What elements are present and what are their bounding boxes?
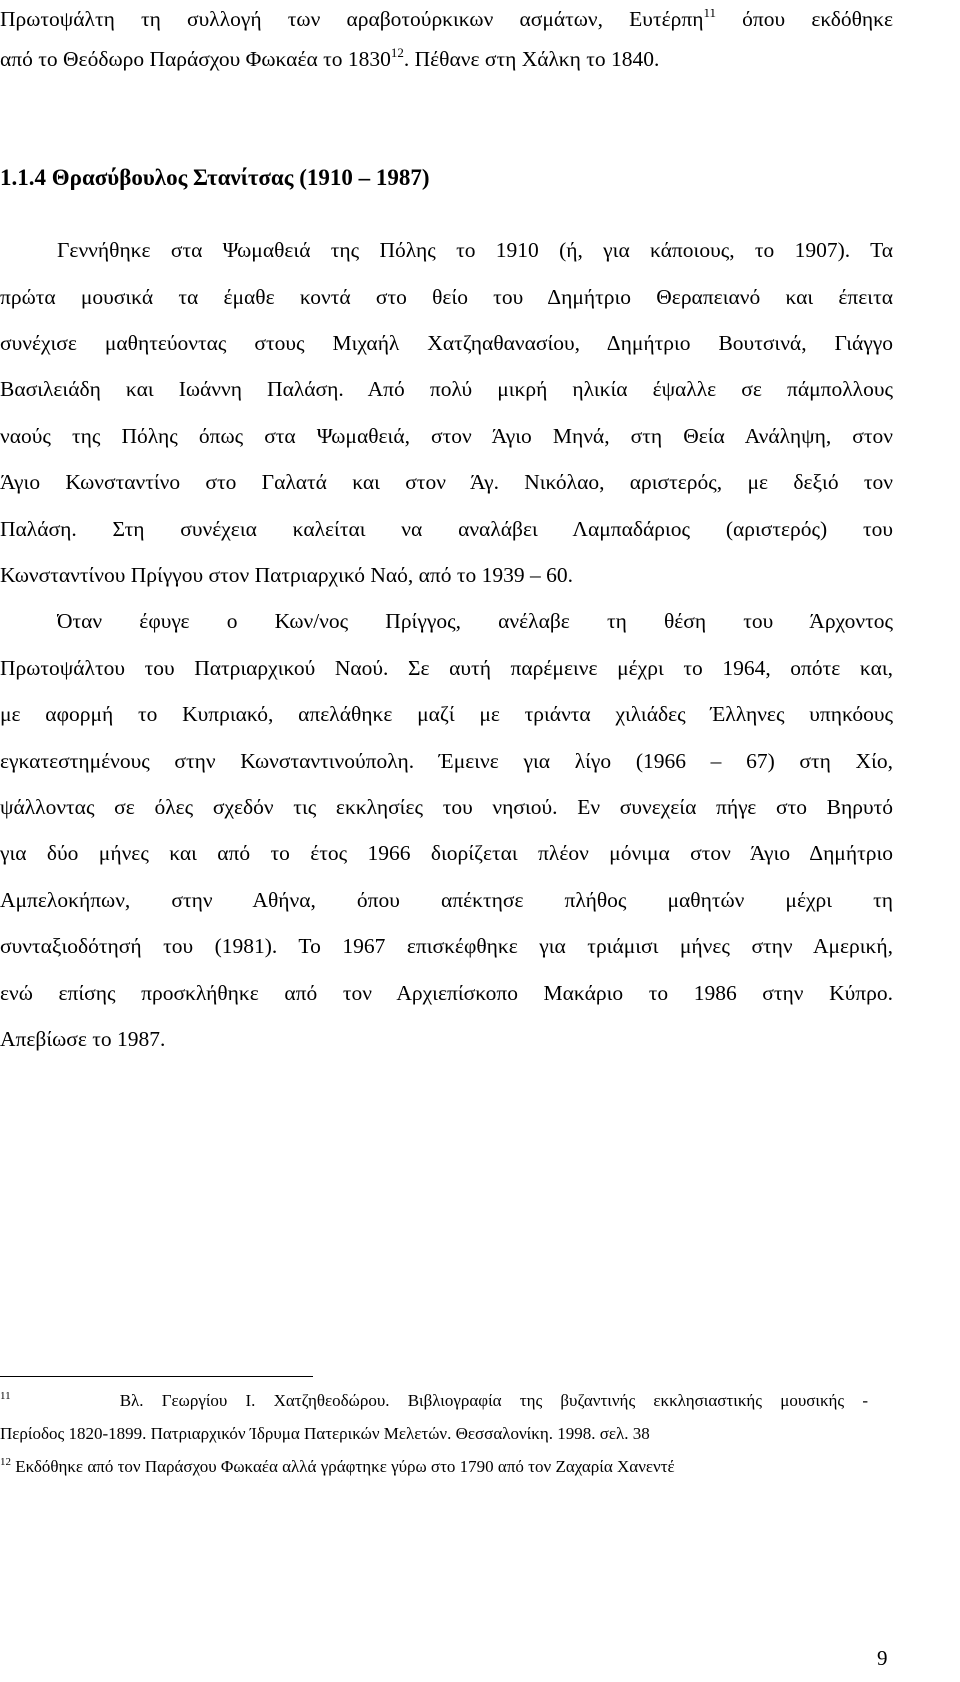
footnote-ref-12[interactable]: 12 — [390, 45, 404, 60]
intro-line-2 — [0, 45, 893, 71]
footnote-separator — [0, 1376, 313, 1377]
footnote-11-text: Βλ. Γεωργίου Ι. Χατζηθεοδώρου. Βιβλιογραφία της βυζαντινής εκκλησιαστικής μουσικής - — [119, 1392, 868, 1410]
footnote-11-number: 11 — [0, 1392, 11, 1402]
intro-line-1 — [0, 9, 893, 33]
footnote-12-text: Εκδόθηκε από τον Παράσχου Φωκαέα αλλά γράφτηκε γύρω στο 1790 από τον Ζαχαρία Χανεντέ — [11, 1457, 675, 1476]
body-line: Απεβίωσε το 1987. — [0, 1027, 166, 1051]
body-line: Άγιο Κωνσταντίνο στο Γαλατά και στον Άγ. Νικόλαο, αριστερός, με δεξιό τον — [0, 472, 893, 494]
footnote-11-gap — [11, 1392, 120, 1410]
body-line: με αφορμή το Κυπριακό, απελάθηκε μαζί με τριάντα χιλιάδες Έλληνες υπηκόους — [0, 704, 893, 726]
body-line: Αμπελοκήπων, στην Αθήνα, όπου απέκτησε πλήθος μαθητών μέχρι τη — [0, 890, 893, 912]
body-line: Πρωτοψάλτου του Πατριαρχικού Ναού. Σε αυτή παρέμεινε μέχρι το 1964, οπότε και, — [0, 658, 893, 680]
intro-line-1-after: όπου εκδόθηκε — [715, 9, 893, 31]
footnote-11-line-1 — [0, 1392, 868, 1412]
body-line: ψάλλοντας σε όλες σχεδόν τις εκκλησίες του νησιού. Εν συνεχεία πήγε στο Βηρυτό — [0, 797, 893, 819]
body-line: συνταξιοδότησή του (1981). Το 1967 επισκέφθηκε για τριάμισι μήνες στην Αμερική, — [0, 936, 893, 958]
body-line: για δύο μήνες και από το έτος 1966 διορίζεται πλέον μόνιμα στον Άγιο Δημήτριο — [0, 843, 893, 865]
body-line: εγκατεστημένους στην Κωνσταντινούπολη. Έμεινε για λίγο (1966 – 67) στη Χίο, — [0, 751, 893, 773]
footnote-12-number: 12 — [0, 1456, 11, 1468]
intro-line-2-text: από το Θεόδωρο Παράσχου Φωκαέα το 1830 — [0, 47, 391, 71]
body-line: Κωνσταντίνου Πρίγγου στον Πατριαρχικό Ναό, από το 1939 – 60. — [0, 563, 574, 587]
intro-line-1-text: Πρωτοψάλτη τη συλλογή των αραβοτούρκικων ασμάτων, Ευτέρπη — [0, 9, 704, 31]
body-line: Βασιλειάδη και Ιωάννη Παλάση. Από πολύ μικρή ηλικία έψαλλε σε πάμπολλους — [0, 379, 893, 401]
footnote-ref-11[interactable]: 11 — [703, 9, 716, 20]
body-line: ναούς της Πόλης όπως στα Ψωμαθειά, στον Άγιο Μηνά, στη Θεία Ανάληψη, στον — [0, 426, 893, 448]
body-line: πρώτα μουσικά τα έμαθε κοντά στο θείο του Δημήτριο Θεραπειανό και έπειτα — [0, 287, 893, 309]
footnote-12 — [0, 1458, 868, 1475]
section-heading: 1.1.4 Θρασύβουλος Στανίτσας (1910 – 1987) — [0, 165, 430, 190]
body-line: συνέχισε μαθητεύοντας στους Μιχαήλ Χατζηαθανασίου, Δημήτριο Βουτσινά, Γιάγγο — [0, 333, 893, 355]
intro-line-2-after: . Πέθανε στη Χάλκη το 1840. — [403, 47, 660, 71]
body-line: Γεννήθηκε στα Ψωμαθειά της Πόλης το 1910 (ή, για κάποιους, το 1907). Τα — [57, 240, 893, 262]
page-number: 9 — [877, 1646, 888, 1670]
body-line: ενώ επίσης προσκλήθηκε από τον Αρχιεπίσκοπο Μακάριο το 1986 στην Κύπρο. — [0, 983, 893, 1005]
body-line: Παλάση. Στη συνέχεια καλείται να αναλάβει Λαμπαδάριος (αριστερός) του — [0, 519, 893, 541]
footnote-11-line-2: Περίοδος 1820-1899. Πατριαρχικόν Ίδρυμα Πατερικών Μελετών. Θεσσαλονίκη. 1998. σελ. 38 — [0, 1424, 650, 1443]
body-line: Όταν έφυγε ο Κων/νος Πρίγγος, ανέλαβε τη θέση του Άρχοντος — [57, 611, 893, 633]
